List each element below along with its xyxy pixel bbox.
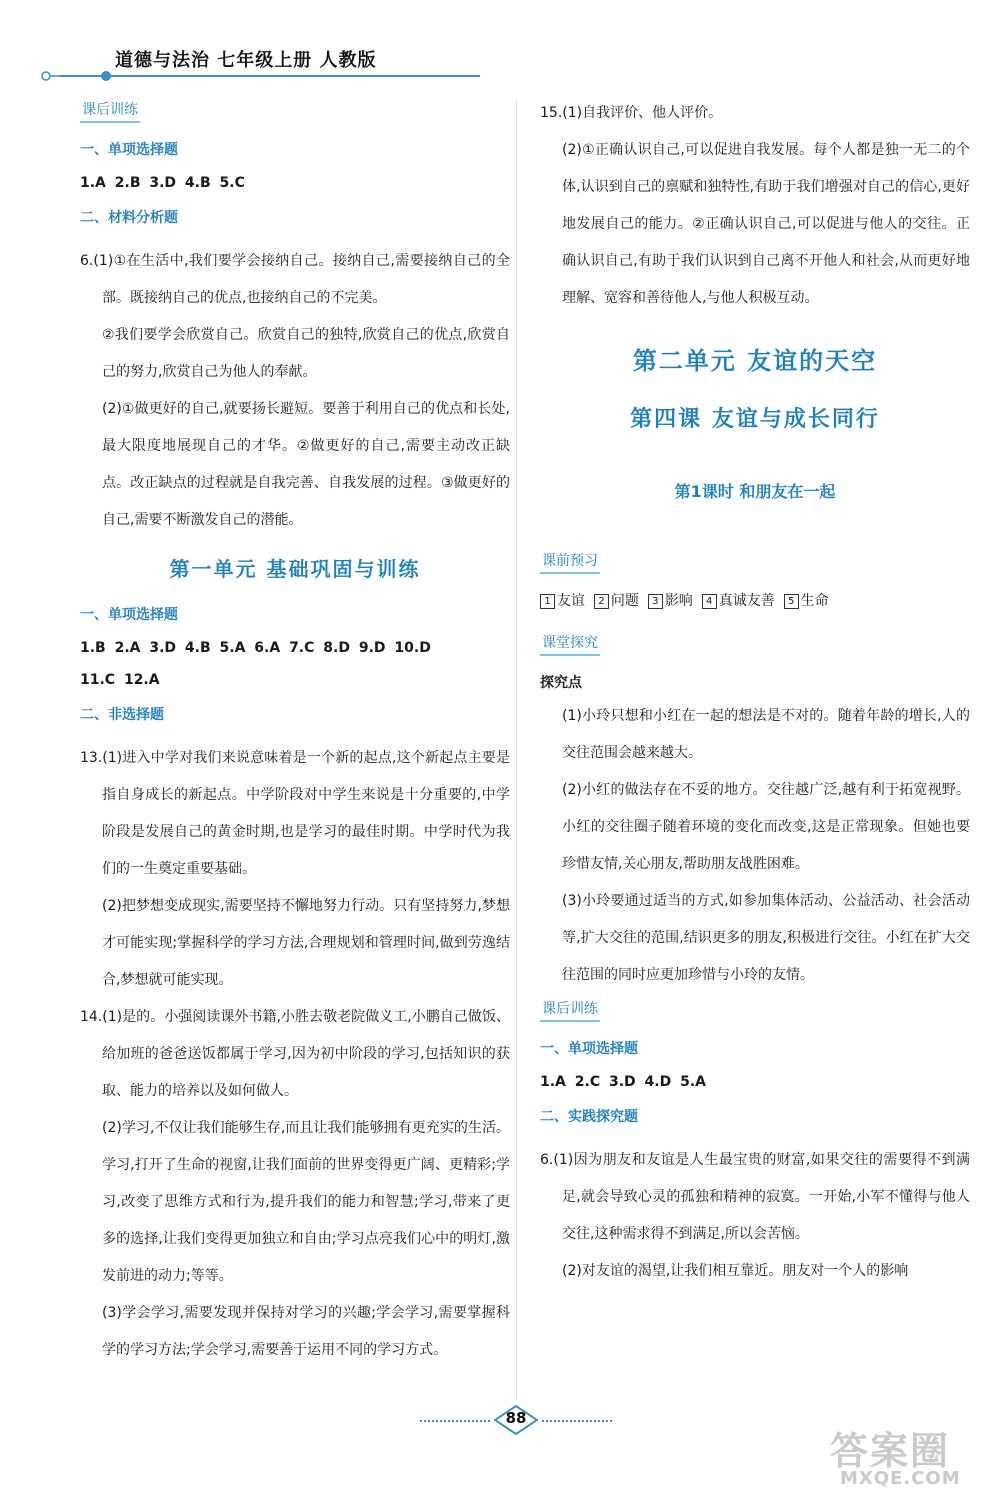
explore-answer-1: (1)小玲只想和小红在一起的想法是不对的。随着年龄的增长,人的交往范围会越来越大。 [562,708,970,761]
unit-two-title: 第二单元 友谊的天空 [632,347,878,375]
section-tag-after-class-2: 课后训练 [540,998,600,1022]
answer-q14-part2: (2)学习,不仅让我们能够生存,而且让我们能够拥有更充实的生活。学习,打开了生命的视窗,让我们面前的世界变得更广阔、更精彩;学习,改变了思维方式和行为,提升我们的能力和智慧;学习,带来了更多的选择,让我们变得更加独立和自由;学习点亮我们心中的明灯,激发前进的动力;等等。 [102,1120,510,1284]
answer-q13-part2: (2)把梦想变成现实,需要坚持不懈地努力行动。只有坚持努力,梦想才可能实现;掌握科学的学习方法,合理规划和管理时间,做到劳逸结合,梦想就可能实现。 [102,898,510,988]
period-one-title: 第1课时 和朋友在一起 [674,482,836,501]
subheading-single-choice-3: 一、单项选择题 [540,1041,638,1057]
preview-item: 3 影响 [648,593,693,609]
lesson-four-title: 第四课 友谊与成长同行 [630,407,880,432]
subheading-non-choice: 二、非选择题 [80,707,164,723]
number-box-icon: 5 [784,594,799,609]
subheading-single-choice: 一、单项选择题 [80,142,178,158]
answer-q13-part1: 13.(1)进入中学对我们来说意味着是一个新的起点,这个新起点主要是指自身成长的新起点。中学阶段对中学生来说是十分重要的,中学阶段是发展自己的黄金时期,也是学习的最佳时期。中学时代为我们的一生奠定重要基础。 [80,750,510,877]
subheading-material-analysis: 二、材料分析题 [80,210,178,226]
answers-1-10: 1.B 2.A 3.D 4.B 5.A 6.A 7.C 8.D 9.D 10.D [80,640,431,656]
watermark-logo: 答案圈 MXQE.COM [830,1429,961,1489]
preview-item: 5 生命 [784,593,829,609]
right-column [540,95,970,1290]
preview-item: 2 问题 [594,593,639,609]
page-number: 88 [494,1405,538,1435]
answer-q15-part1: 15.(1)自我评价、他人评价。 [540,105,723,121]
subheading-practice: 二、实践探究题 [540,1109,638,1125]
explore-answer-3: (3)小玲要通过适当的方式,如参加集体活动、公益活动、社会活动等,扩大交往的范围,结识更多的朋友,积极进行交往。小红在扩大交往范围的同时应更加珍惜与小玲的友情。 [562,893,970,983]
preview-item: 4 真诚友善 [702,593,775,609]
unit-one-review-title: 第一单元 基础巩固与训练 [169,557,421,581]
explore-point-label: 探究点 [540,675,582,691]
answers-single-choice: 1.A 2.B 3.D 4.B 5.C [80,175,245,191]
number-box-icon: 1 [540,594,555,609]
left-column [80,95,510,1369]
book-title: 道德与法治 七年级上册 人教版 [115,50,377,71]
answer-q14-part1: 14.(1)是的。小强阅读课外书籍,小胜去敬老院做义工,小鹏自己做饭、给加班的爸爸送饭都属于学习,因为初中阶段的学习,包括知识的获取、能力的培养以及如何做人。 [80,1009,510,1099]
subheading-single-choice-2: 一、单项选择题 [80,607,178,623]
header-rule [60,75,480,77]
number-box-icon: 2 [594,594,609,609]
column-divider [516,100,517,1400]
answer-practice-q6-part1: 6.(1)因为朋友和友谊是人生最宝贵的财富,如果交往的需要得不到满足,就会导致心灵的孤独和精神的寂寞。一开始,小军不懂得与他人交往,这种需求得不到满足,所以会苦恼。 [540,1152,970,1242]
answers-single-choice-3: 1.A 2.C 3.D 4.D 5.A [540,1074,706,1090]
number-box-icon: 3 [648,594,663,609]
section-tag-after-class: 课后训练 [80,99,140,123]
footer-dots-left [420,1420,490,1424]
section-tag-classroom: 课堂探究 [540,632,600,656]
preview-item: 1 友谊 [540,593,585,609]
preview-answers [540,590,970,610]
number-box-icon: 4 [702,594,717,609]
answer-q14-part3: (3)学会学习,需要发现并保持对学习的兴趣;学会学习,需要掌握科学的学习方法;学会学习,需要善于运用不同的学习方式。 [102,1305,510,1358]
explore-answer-2: (2)小红的做法存在不妥的地方。交往越广泛,越有利于拓宽视野。小红的交往圈子随着环境的变化而改变,这是正常现象。但她也要珍惜友情,关心朋友,帮助朋友战胜困难。 [562,782,970,872]
section-tag-preview: 课前预习 [540,550,600,574]
answer-q6-part2: ②我们要学会欣赏自己。欣赏自己的独特,欣赏自己的优点,欣赏自己的努力,欣赏自己为他人的奉献。 [102,327,510,380]
answer-q6-part3: (2)①做更好的自己,就要扬长避短。要善于利用自己的优点和长处,最大限度地展现自己的才华。②做更好的自己,需要主动改正缺点。改正缺点的过程就是自我完善、自我发展的过程。③做更好的自己,需要不断激发自己的潜能。 [102,401,510,528]
page-header [40,40,480,90]
footer-dots-right [542,1420,612,1424]
answers-11-12: 11.C 12.A [80,672,160,688]
answer-q15-part2: (2)①正确认识自己,可以促进自我发展。每个人都是独一无二的个体,认识到自己的禀赋和独特性,有助于我们增强对自己的信心,更好地发展自己的能力。②正确认识自己,可以促进与他人的交往。正确认识自己,有助于我们认识到自己离不开他人和社会,从而更好地理解、宽容和善待他人,与他人积极互动。 [562,142,970,306]
answer-practice-q6-part2: (2)对友谊的渴望,让我们相互靠近。朋友对一个人的影响 [562,1263,909,1279]
answer-q6-part1: 6.(1)①在生活中,我们要学会接纳自己。接纳自己,需要接纳自己的全部。既接纳自己的优点,也接纳自己的不完美。 [80,253,510,306]
